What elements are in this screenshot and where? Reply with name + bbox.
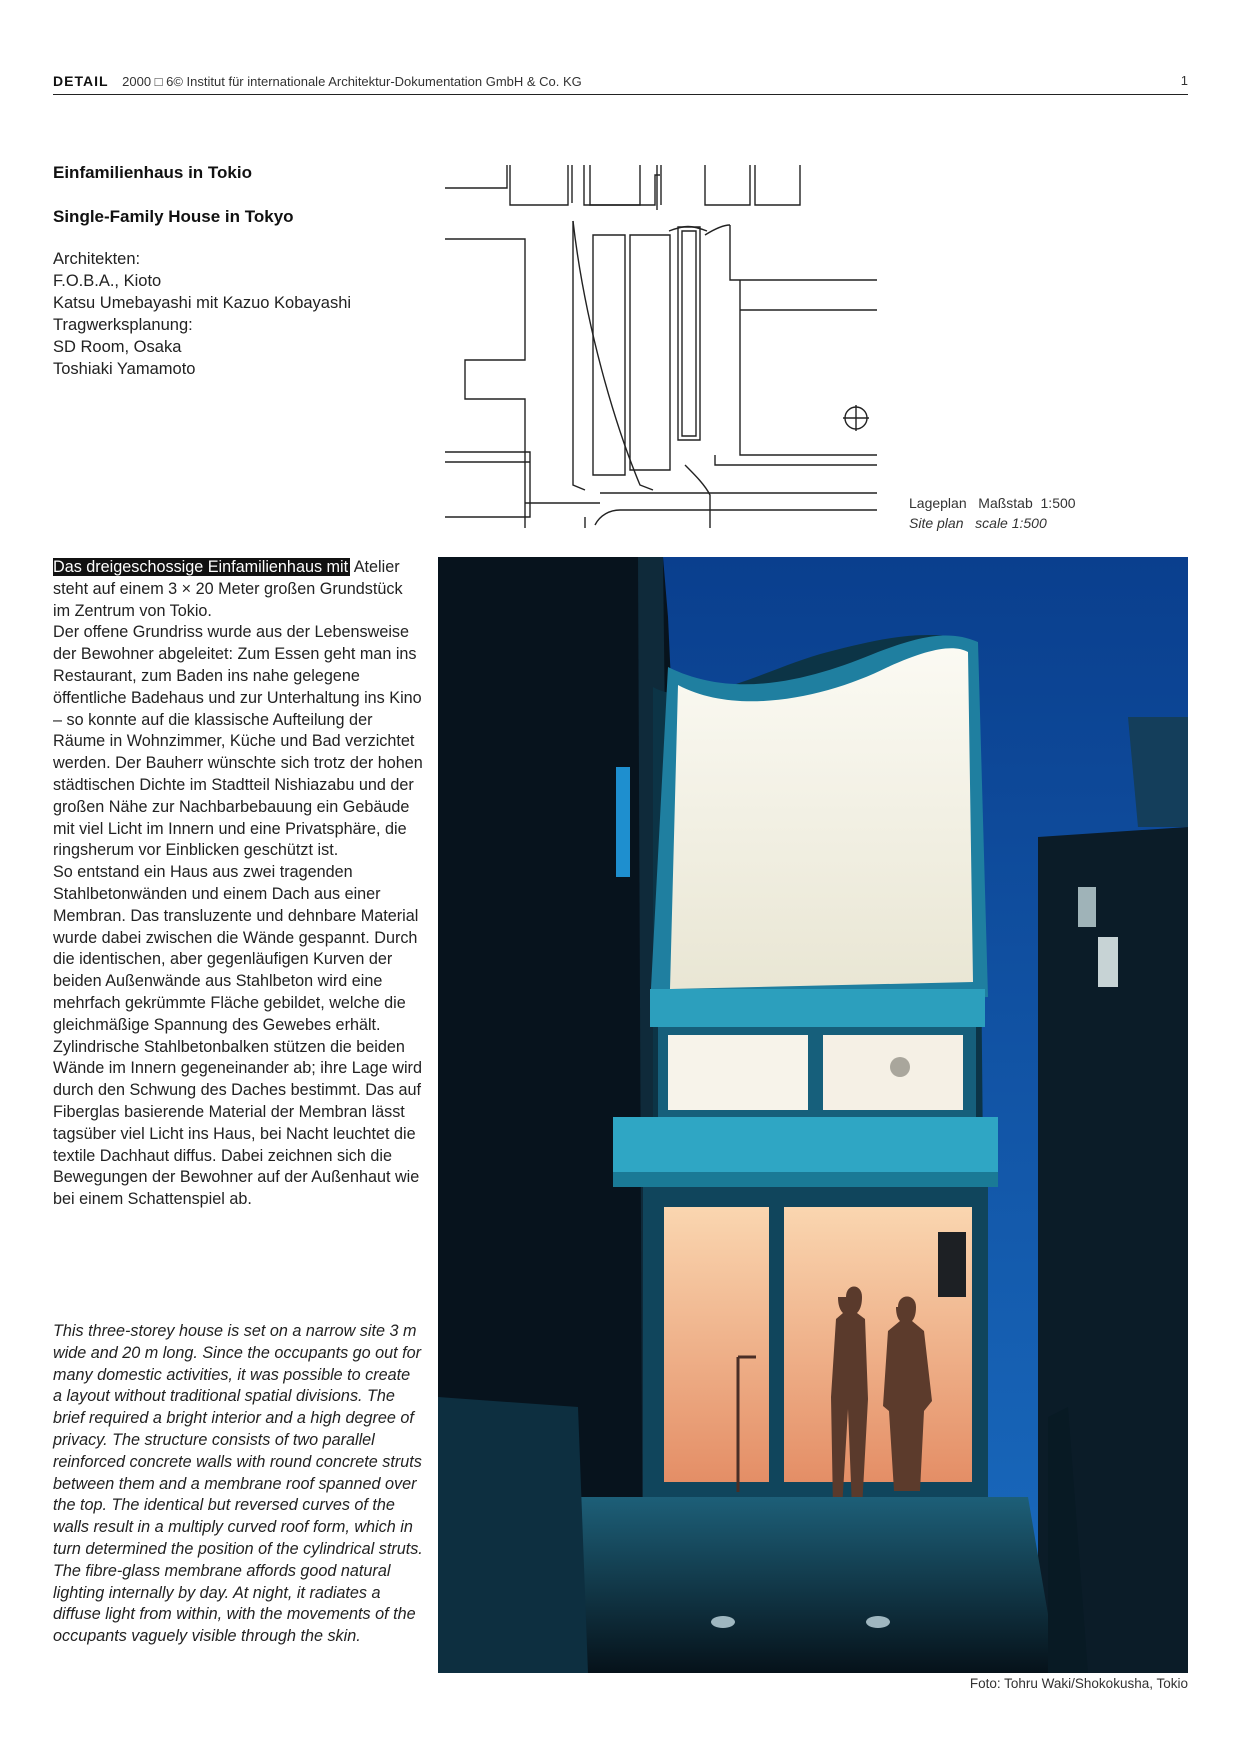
caption-german: Lageplan Maßstab 1:500 bbox=[909, 495, 1076, 511]
page-number: 1 bbox=[1180, 73, 1188, 88]
highlighted-phrase[interactable]: Das dreigeschossige Einfamilienhaus mit bbox=[53, 558, 349, 576]
paragraph: So entstand ein Haus aus zwei tragenden Stahlbetonwänden und einem Dach aus einer Membran. Das transluzente und dehnbare Material wurde dabei zwischen die Wände gespannt. Durch die identischen, aber gegenläufigen Kurven der beiden Außenwände aus Stahlbeton wird eine mehrfach gekrümmte Fläche gebildet, welche die gleichmäßige Spannung des Gewebes erhält. Zylindrische Stahlbetonbalken stützen die beiden Wände im Innern gegeneinander ab; ihre Lage wird durch den Schwung des Daches bestimmt. Das auf Fiberglas basierende Material der Membran lässt tagsüber viel Licht ins Haus, bei Nacht leuchtet die textile Dachhaut diffus. Dabei zeichnen sich die Bewegungen der Bewohner auf der Außenhaut wie bei einem Schattenspiel ab. bbox=[53, 863, 422, 1209]
title-english: Single-Family House in Tokyo bbox=[53, 207, 294, 226]
house-photo bbox=[438, 557, 1188, 1673]
body-text-german bbox=[53, 557, 423, 1211]
credit-line: Tragwerksplanung: bbox=[53, 316, 193, 334]
credit-line: Katsu Umebayashi mit Kazuo Kobayashi bbox=[53, 294, 352, 312]
credit-line: Toshiaki Yamamoto bbox=[53, 360, 196, 378]
page-header bbox=[53, 72, 1188, 95]
credit-line: SD Room, Osaka bbox=[53, 338, 182, 356]
title-german: Einfamilienhaus in Tokio bbox=[53, 163, 252, 182]
site-plan-drawing bbox=[445, 165, 877, 528]
brand-logo: DETAIL bbox=[53, 73, 109, 89]
credit-line: Architekten: bbox=[53, 250, 141, 268]
caption-english: Site plan scale 1:500 bbox=[909, 515, 1047, 531]
header-citation: 2000 □ 6© Institut für internationale Architektur-Dokumentation GmbH & Co. KG bbox=[122, 74, 582, 89]
credit-line: F.O.B.A., Kioto bbox=[53, 272, 162, 290]
body-text-english bbox=[53, 1321, 423, 1648]
title-block bbox=[53, 163, 443, 380]
paragraph bbox=[53, 557, 423, 622]
paragraph: This three-storey house is set on a narrow site 3 m wide and 20 m long. Since the occupants go out for many domestic activities, it was possible to create a layout without traditional spatial divisions. The brief required a bright interior and a high degree of privacy. The structure consists of two parallel reinforced concrete walls with round concrete struts between them and a membrane roof spanned over the top. The identical but reversed curves of the walls result in a multiply curved roof form, which in turn determined the position of the cylindrical struts. The fibre-glass membrane affords good natural lighting internally by day. At night, it radiates a diffuse light from within, with the movements of the occupants vaguely visible through the skin. bbox=[53, 1322, 423, 1646]
photo-credit: Foto: Tohru Waki/Shokokusha, Tokio bbox=[969, 1676, 1188, 1691]
paragraph: Der offene Grundriss wurde aus der Lebensweise der Bewohner abgeleitet: Zum Essen geht man ins Restaurant, zum Baden ins nahe gelegene öffentliche Badehaus und zur Unterhaltung ins Kino – so konnte auf die klassische Aufteilung der Räume in Wohnzimmer, Küche und Bad verzichtet werden. Der Bauherr wünschte sich trotz der hohen städtischen Dichte im Stadtteil Nishiazabu und der großen Nähe zur Nachbarbebauung ein Gebäude mit viel Licht im Innern und eine Privatsphäre, die ringsherum vor Einblicken geschützt ist. bbox=[53, 623, 423, 860]
credits-list bbox=[53, 248, 443, 380]
site-plan-caption bbox=[909, 493, 1076, 533]
paragraph-text: Atelier steht auf einem 3 × 20 Meter großen Grundstück im Zentrum von Tokio. bbox=[53, 558, 403, 620]
